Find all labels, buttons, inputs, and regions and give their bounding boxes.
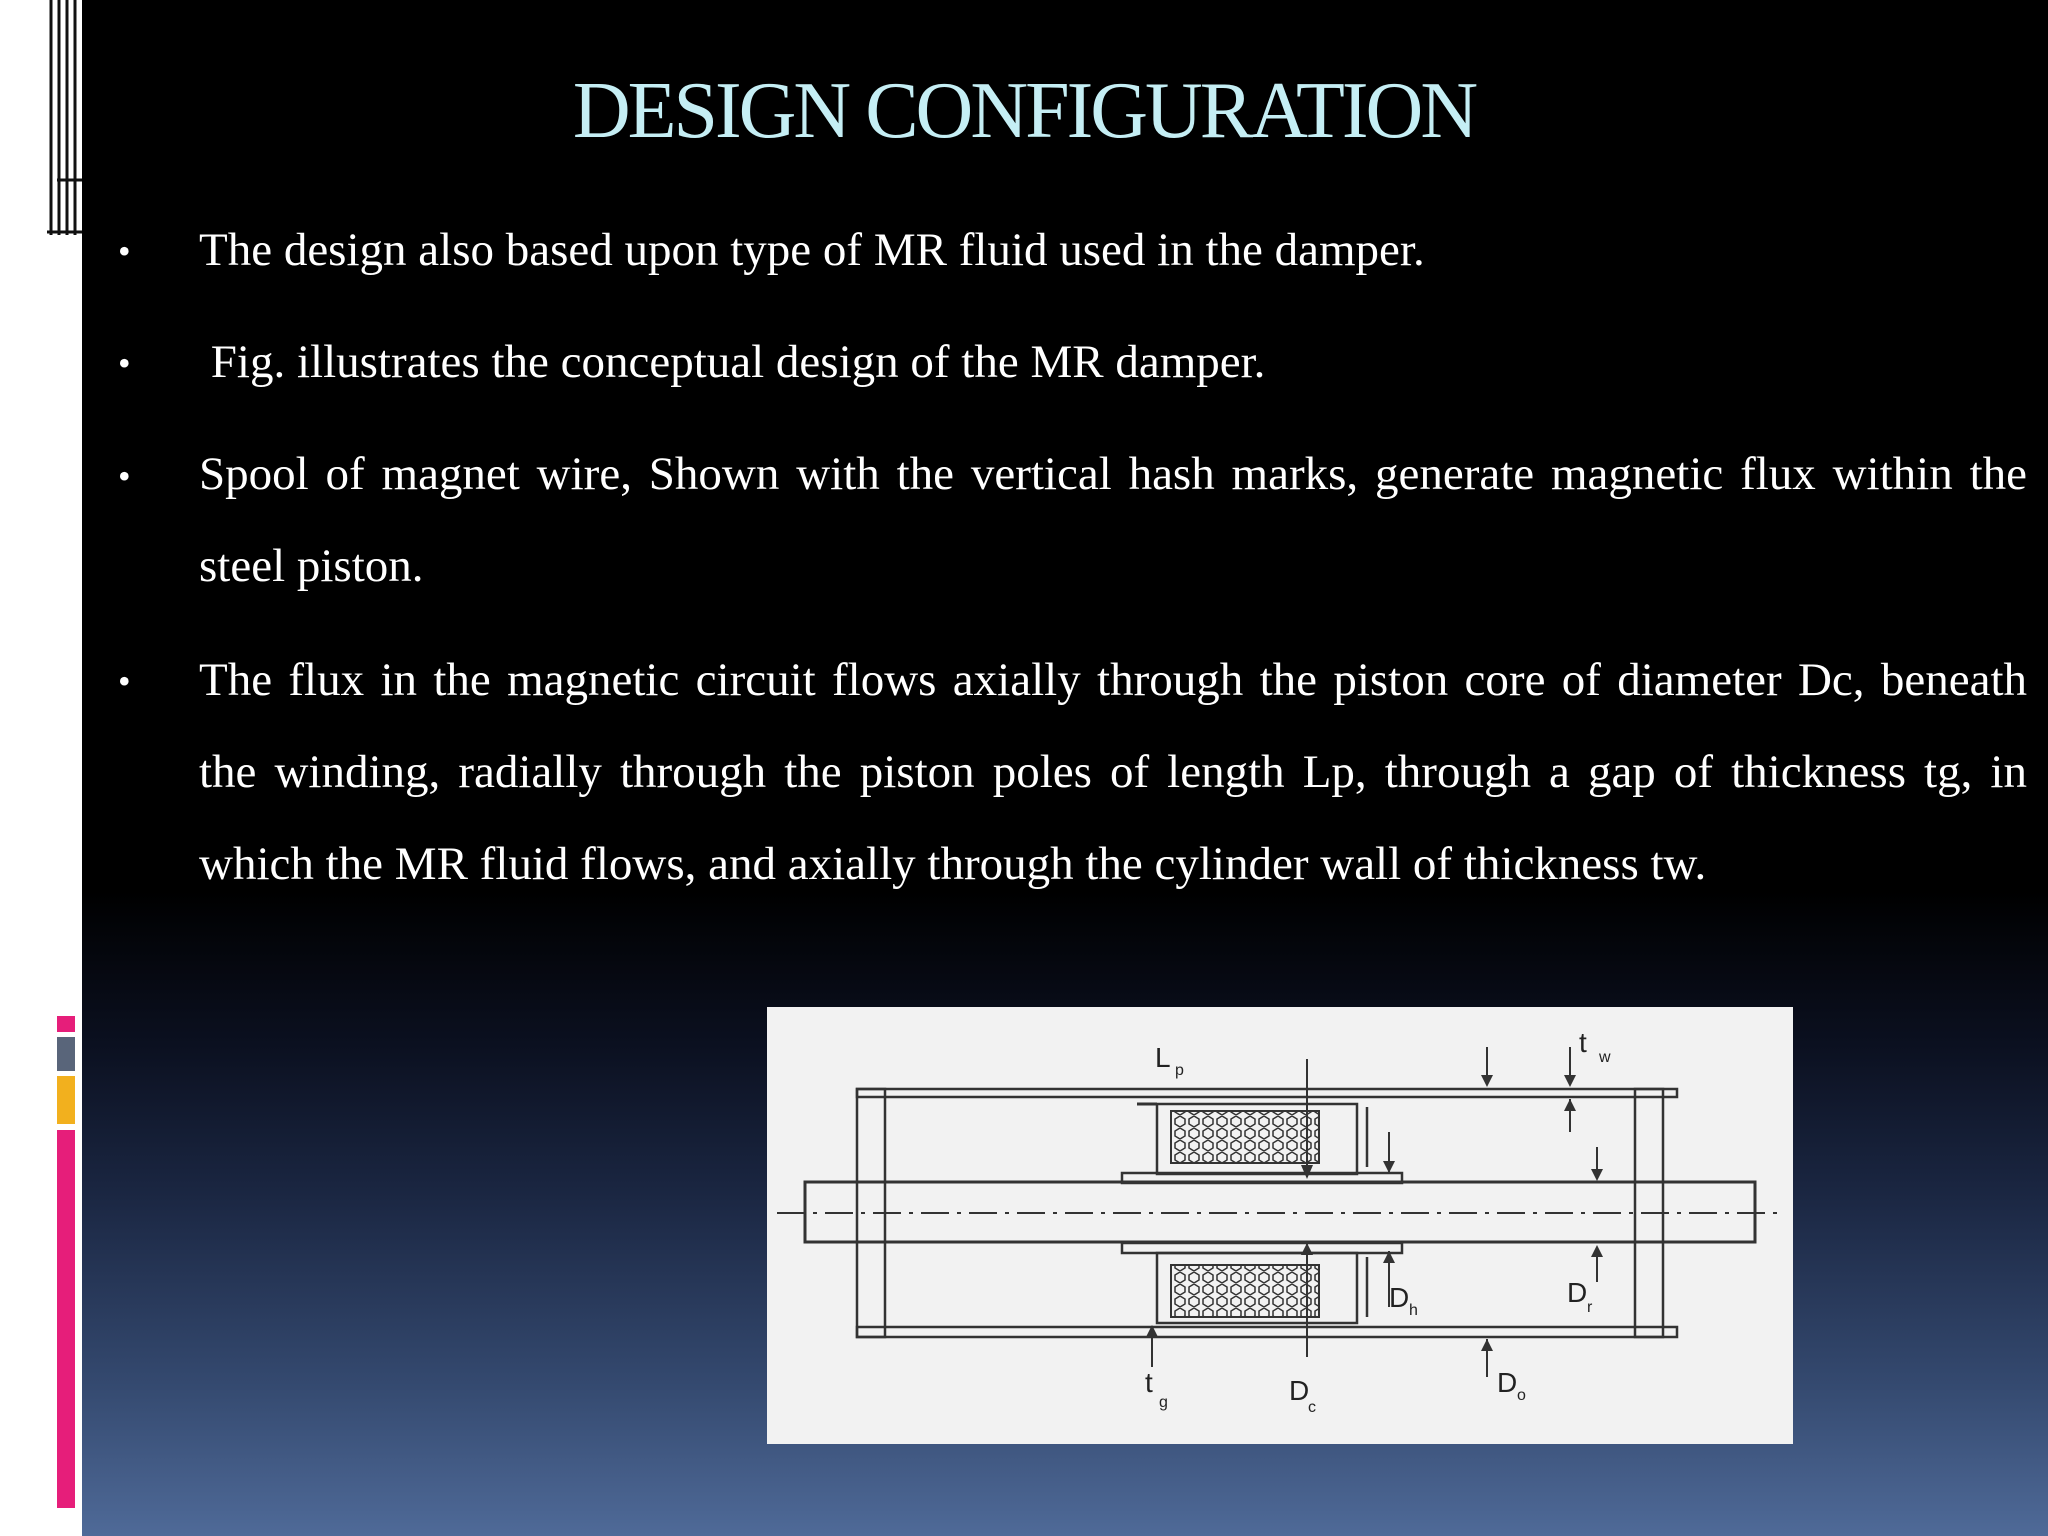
bullet-dot: • <box>118 231 131 271</box>
decor-bar-gold <box>57 1076 75 1124</box>
svg-text:c: c <box>1308 1399 1316 1416</box>
label-tw: t <box>1579 1027 1587 1058</box>
slide-title: DESIGN CONFIGURATION <box>572 67 1476 155</box>
decor-bar-slate <box>57 1037 75 1071</box>
svg-text:h: h <box>1409 1302 1418 1319</box>
label-dc: D <box>1289 1375 1310 1406</box>
bullet-dot: • <box>118 343 131 383</box>
svg-text:w: w <box>1599 1049 1611 1066</box>
label-dh: D <box>1389 1282 1410 1313</box>
label-lp: L <box>1155 1042 1171 1073</box>
bullet-text-4: The flux in the magnetic circuit flows axially through the piston core of diameter Dc, beneath the winding, radially through the piston poles of length Lp, through a gap of thickness tg, in which the MR fluid flows, and axially through the cylinder wall of thickness tw. <box>199 654 2027 890</box>
coil-top <box>1171 1111 1319 1163</box>
bullet-dot: • <box>118 661 131 701</box>
svg-text:g: g <box>1159 1394 1168 1411</box>
bullet-text-2: Fig. illustrates the conceptual design of the MR damper. <box>199 336 1266 388</box>
bullet-text-3: Spool of magnet wire, Shown with the vertical hash marks, generate magnetic flux within the steel piston. <box>199 448 2027 592</box>
label-dr: D <box>1567 1277 1588 1308</box>
label-do: D <box>1497 1367 1518 1398</box>
bullet-text-1: The design also based upon type of MR fluid used in the damper. <box>199 224 1425 276</box>
svg-text:r: r <box>1587 1299 1593 1316</box>
label-tg: t <box>1145 1367 1153 1398</box>
svg-text:p: p <box>1175 1062 1184 1079</box>
decor-bar-magenta-small <box>57 1016 75 1032</box>
svg-text:o: o <box>1517 1387 1526 1404</box>
coil-bottom <box>1171 1265 1319 1317</box>
cylinder-bottom-wall <box>857 1327 1677 1337</box>
mr-damper-diagram <box>767 1007 1793 1444</box>
bullet-dot: • <box>118 456 131 496</box>
decor-bar-magenta-tall <box>57 1130 75 1508</box>
mr-damper-figure <box>767 1007 1793 1444</box>
cylinder-top-wall <box>857 1089 1677 1097</box>
piston-hub-bottom <box>1122 1243 1402 1253</box>
